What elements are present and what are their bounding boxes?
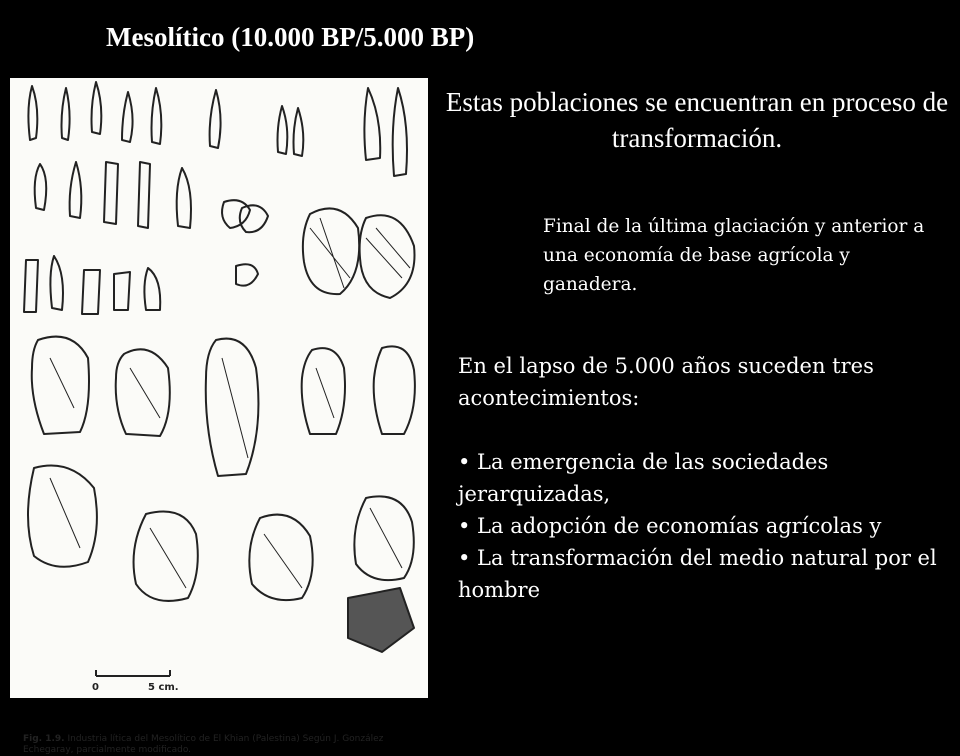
bladelet-drawing (144, 268, 160, 310)
scraper-drawing (374, 346, 415, 434)
scale-bar (96, 670, 170, 676)
slide-title: Mesolítico (10.000 BP/5.000 BP) (106, 22, 475, 52)
context-note: Final de la última glaciación y anterior a una economía de base agrícola y ganadera. (543, 216, 925, 295)
flake-drawing (240, 205, 268, 232)
bladelet-drawing (104, 162, 118, 224)
bladelet-drawing (92, 82, 102, 134)
flake-drawing (222, 200, 250, 228)
bladelet-drawing (62, 88, 70, 140)
events-block (458, 350, 938, 606)
scraper-drawing (32, 337, 89, 434)
lithic-figure (10, 78, 428, 755)
bladelet-drawing (28, 86, 37, 140)
scraper-drawing (302, 348, 345, 434)
core-drawing (354, 496, 413, 580)
bladelet-drawing (122, 92, 133, 142)
scale-zero-label: 0 (92, 682, 99, 693)
bladelet-drawing (138, 162, 150, 228)
event-item: • La transformación del medio natural por el hombre (458, 546, 937, 602)
bladelet-drawing (70, 162, 82, 218)
figure-caption (23, 734, 428, 756)
bladelet-drawing (177, 168, 191, 228)
point-drawing (393, 88, 407, 176)
point-drawing (278, 106, 288, 154)
event-item: • La emergencia de las sociedades jerarquizadas, (458, 450, 829, 506)
point-drawing (294, 108, 304, 156)
hatched-core-drawing (348, 588, 414, 652)
bladelet-drawing (82, 270, 100, 314)
lithic-drawings (10, 78, 428, 698)
event-item: • La adopción de economías agrícolas y (458, 514, 882, 538)
bladelet-drawing (114, 272, 130, 310)
caption-label: Fig. 1.9. (23, 734, 65, 744)
caption-text: Industria lítica del Mesolítico de El Khian (Palestina) Según J. González Echegaray, parcialmente modificado. (23, 734, 384, 755)
scale-label: 5 cm. (148, 682, 179, 693)
bladelet-drawing (50, 256, 63, 310)
events-intro: En el lapso de 5.000 años suceden tres acontecimientos: (458, 354, 874, 410)
core-drawing (134, 512, 198, 601)
bladelet-drawing (35, 164, 47, 210)
bladelet-drawing (210, 90, 221, 148)
core-drawing (360, 215, 415, 298)
bladelet-drawing (152, 88, 162, 144)
core-drawing (28, 466, 97, 567)
point-drawing (364, 88, 380, 160)
bladelet-drawing (24, 260, 38, 312)
scraper-drawing (116, 349, 170, 436)
blade-drawing (206, 339, 259, 476)
flake-drawing (236, 264, 258, 285)
subtitle: Estas poblaciones se encuentran en proceso de transformación. (445, 87, 949, 153)
